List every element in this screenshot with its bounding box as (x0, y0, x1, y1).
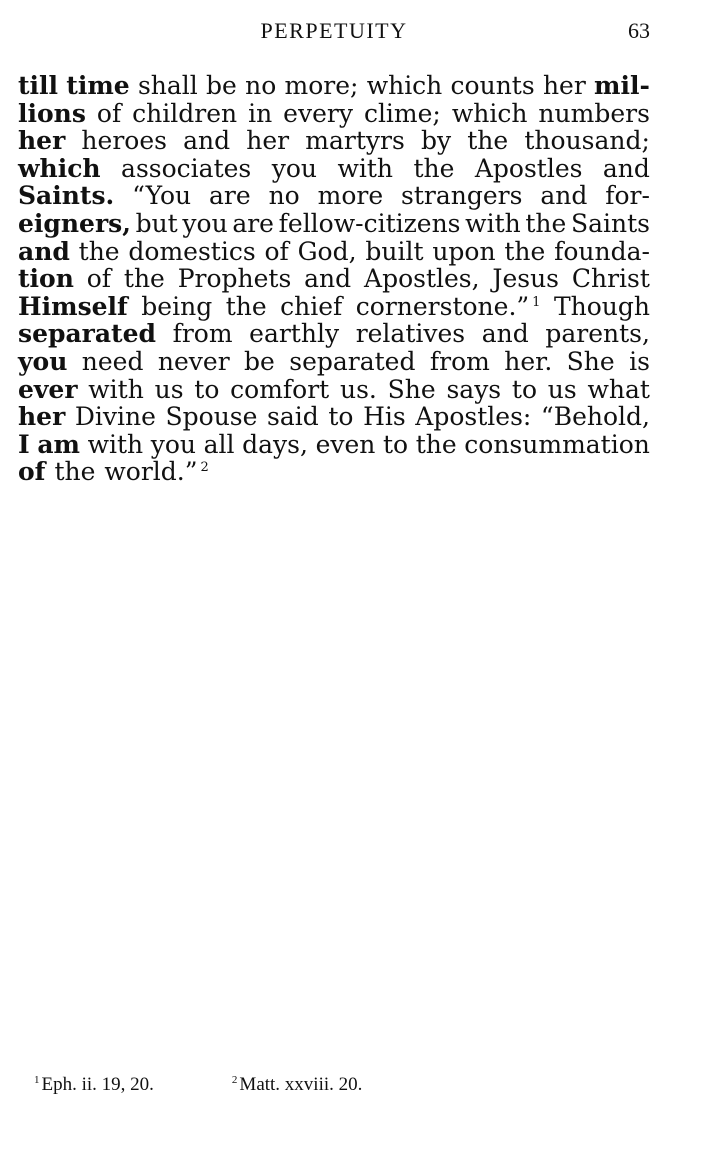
word (356, 320, 465, 348)
word-text: says (446, 374, 502, 404)
word-text: and (540, 181, 588, 211)
page-number: 63 (628, 18, 650, 43)
word (554, 293, 650, 321)
word-text: of (96, 98, 122, 128)
word (451, 72, 535, 100)
word (365, 238, 423, 266)
word-text: strangers (401, 181, 523, 211)
word (136, 210, 178, 238)
word-text: you (271, 153, 317, 183)
word (246, 127, 289, 155)
word (166, 403, 258, 431)
word-text: fellow-citizens (278, 208, 461, 238)
word (18, 127, 65, 155)
word (554, 238, 650, 266)
word-text: being (141, 291, 213, 321)
word (305, 127, 405, 155)
word-text: her (542, 71, 586, 100)
word-text: to (511, 374, 538, 404)
word (245, 72, 276, 100)
word (242, 431, 308, 459)
word-text: days, (242, 429, 308, 459)
text-line (18, 100, 650, 128)
word (206, 72, 237, 100)
word (88, 431, 144, 459)
word (571, 210, 650, 238)
word-text: the (54, 457, 96, 487)
text-line (18, 320, 650, 348)
word-text: no (268, 181, 300, 211)
word (244, 348, 275, 376)
word-text: associates (121, 153, 252, 183)
word (548, 376, 577, 404)
word-text: She (387, 374, 436, 404)
word (75, 403, 156, 431)
word-text: with (88, 374, 144, 404)
word-text: the (78, 236, 120, 266)
word-text: numbers (538, 98, 650, 128)
word-text: heroes (81, 126, 167, 156)
word (18, 320, 156, 348)
word-text: Saints. (18, 181, 115, 211)
word (18, 431, 30, 459)
footnote (232, 1074, 362, 1096)
word (504, 348, 552, 376)
word-text: her (18, 126, 66, 156)
word-text: am (37, 429, 80, 459)
word (87, 265, 111, 293)
word (401, 182, 522, 210)
text-line (18, 182, 650, 210)
word (79, 238, 120, 266)
word-text: eigners, (18, 208, 131, 238)
running-title: PERPETUITY (260, 18, 408, 43)
body-text (18, 72, 650, 486)
footnote-reference: 1 (532, 294, 541, 310)
word-text: world.” (104, 457, 198, 487)
word-text: be (244, 346, 275, 376)
word (525, 210, 566, 238)
word-text: the (467, 126, 509, 156)
word (182, 210, 227, 238)
text-line (18, 210, 650, 238)
word-text: “You (132, 181, 192, 211)
word-text: every (283, 98, 353, 128)
word-text: shall (137, 71, 198, 100)
word-text: chief (280, 291, 343, 321)
word (178, 265, 292, 293)
word-text: built (365, 236, 424, 266)
word-text: the (225, 291, 267, 321)
word-text: lions (18, 98, 86, 128)
word (524, 127, 650, 155)
word-text: Saints (570, 208, 650, 238)
word-text: said (267, 402, 319, 432)
word (124, 265, 165, 293)
word (104, 458, 208, 486)
word-text: Divine (74, 402, 156, 432)
word-text: more; (284, 71, 359, 100)
word (594, 72, 650, 100)
word-text: consummation (464, 429, 650, 459)
word (194, 376, 219, 404)
word (155, 376, 184, 404)
word (269, 182, 300, 210)
word (504, 238, 545, 266)
word-text: from (172, 319, 233, 349)
word (540, 182, 587, 210)
word-text: all (203, 429, 235, 459)
word (54, 458, 95, 486)
word (318, 182, 384, 210)
word (541, 403, 650, 431)
word (82, 348, 144, 376)
footnote-text: Matt. xxviii. 20. (239, 1074, 363, 1095)
word-text: to (194, 374, 220, 404)
word-text: are (209, 181, 251, 211)
word (37, 431, 80, 459)
word-text: from (429, 346, 490, 376)
word-text: till (18, 71, 59, 100)
word (416, 431, 457, 459)
word-text: Christ (571, 264, 650, 294)
footnote-marker: 1 (34, 1074, 40, 1086)
word-text: what (587, 374, 650, 404)
word-text: “Behold, (540, 402, 650, 432)
word-text: His (363, 402, 406, 432)
text-line (18, 403, 650, 431)
word (465, 210, 521, 238)
word-text: tion (18, 264, 74, 294)
word (364, 265, 480, 293)
footnote-marker: 2 (231, 1074, 238, 1086)
word-text: with (87, 429, 144, 459)
word (18, 72, 58, 100)
text-line (18, 458, 650, 486)
text-line (18, 238, 650, 266)
word-text: separated (289, 346, 416, 376)
word (18, 210, 131, 238)
word (248, 100, 272, 128)
word (18, 182, 114, 210)
footnotes (34, 1074, 362, 1096)
footnote-reference: 2 (200, 460, 209, 476)
word (316, 431, 376, 459)
text-line (18, 293, 650, 321)
word-text: and (602, 153, 650, 183)
word-text: to (383, 429, 409, 459)
word (132, 182, 191, 210)
word-text: with (465, 208, 521, 238)
text-line (18, 72, 650, 100)
word (363, 403, 406, 431)
word (492, 265, 559, 293)
word-text: and (481, 319, 529, 349)
word-text: which (451, 98, 528, 128)
word (383, 431, 408, 459)
word (432, 238, 495, 266)
word-text: upon (432, 236, 496, 266)
word (572, 265, 650, 293)
word (279, 210, 461, 238)
word-text: Jesus (492, 264, 559, 294)
word-text: are (232, 208, 274, 238)
word (603, 155, 650, 183)
word (543, 72, 586, 100)
word (226, 293, 267, 321)
word (482, 320, 529, 348)
word (280, 293, 342, 321)
word-text: which (18, 153, 101, 183)
word-text: relatives (355, 319, 466, 349)
word (605, 182, 650, 210)
word-text: in (248, 98, 273, 128)
word-text: be (206, 71, 237, 100)
text-line (18, 265, 650, 293)
word (97, 100, 121, 128)
word (18, 403, 65, 431)
word (158, 348, 230, 376)
word (267, 403, 319, 431)
word-text: God, (297, 236, 357, 266)
word-text: her. (504, 346, 553, 376)
word (304, 265, 351, 293)
word-text: us (547, 374, 577, 404)
word-text: her (246, 126, 290, 156)
word-text: the (123, 264, 165, 294)
word (545, 320, 650, 348)
word-text: you (182, 208, 228, 238)
word (364, 100, 441, 128)
word (18, 265, 74, 293)
word-text: her (18, 402, 66, 432)
word (567, 348, 615, 376)
word (337, 155, 393, 183)
word-text: us (154, 374, 184, 404)
word-text: no (245, 71, 277, 100)
word (413, 155, 454, 183)
text-line (18, 155, 650, 183)
word (18, 376, 78, 404)
word-text: Apostles, (364, 264, 480, 294)
word-text: Apostles: (415, 402, 532, 432)
word (272, 155, 317, 183)
word-text: time (66, 71, 130, 100)
word (264, 238, 288, 266)
word (464, 431, 650, 459)
word-text: I (18, 429, 30, 459)
word-text: earthly (249, 319, 340, 349)
word-text: founda- (554, 236, 650, 266)
word-text: is (629, 346, 650, 376)
word-text: for- (605, 181, 650, 211)
word-text: martyrs (305, 126, 405, 156)
word (421, 127, 451, 155)
word-text: of (18, 457, 46, 487)
word (18, 293, 128, 321)
word (141, 293, 212, 321)
word-text: which (366, 71, 443, 100)
word-text: to (328, 402, 354, 432)
word (18, 348, 67, 376)
word-text: but (135, 208, 178, 238)
word-text: cornerstone.” (355, 291, 530, 321)
word (512, 376, 537, 404)
word-text: Apostles (474, 153, 583, 183)
word (128, 238, 255, 266)
text-line (18, 376, 650, 404)
word (132, 100, 237, 128)
word-text: domestics (128, 236, 256, 266)
word (388, 376, 436, 404)
word (328, 403, 353, 431)
word (538, 100, 650, 128)
word-text: and (304, 264, 352, 294)
word-text: thousand; (524, 126, 650, 156)
word-text: the (415, 429, 457, 459)
word (587, 376, 649, 404)
word (340, 376, 377, 404)
word (232, 210, 274, 238)
word-text: you (150, 429, 197, 459)
word (81, 127, 167, 155)
word (356, 293, 541, 321)
word (66, 72, 129, 100)
word (173, 320, 233, 348)
word-text: you (18, 346, 68, 376)
word-text: the (504, 236, 546, 266)
word (430, 348, 490, 376)
word-text: Prophets (177, 264, 292, 294)
footnote (34, 1074, 154, 1096)
word-text: more (317, 181, 384, 211)
word-text: clime; (363, 98, 441, 128)
word (475, 155, 583, 183)
word (18, 155, 101, 183)
word-text: She (566, 346, 615, 376)
word-text: and (183, 126, 231, 156)
word-text: separated (18, 319, 156, 349)
word (204, 431, 235, 459)
word-text: comfort (230, 374, 330, 404)
word-text: ever (18, 374, 78, 404)
text-line (18, 431, 650, 459)
word-text: Spouse (165, 402, 258, 432)
word (209, 182, 251, 210)
word-text: Himself (18, 291, 128, 321)
word (151, 431, 196, 459)
word (285, 72, 359, 100)
word (121, 155, 251, 183)
word-text: the (413, 153, 455, 183)
word-text: and (18, 236, 70, 266)
text-line (18, 127, 650, 155)
word-text: by (420, 126, 452, 156)
word-text: parents, (545, 319, 650, 349)
word (183, 127, 230, 155)
word (415, 403, 531, 431)
word (18, 458, 45, 486)
word-text: Though (553, 291, 650, 321)
word-text: the (525, 208, 567, 238)
word-text: of (264, 236, 289, 266)
word (230, 376, 329, 404)
word (138, 72, 198, 100)
word (452, 100, 528, 128)
word (249, 320, 339, 348)
word (88, 376, 144, 404)
running-head (18, 18, 650, 48)
word (18, 238, 70, 266)
word (446, 376, 501, 404)
word (298, 238, 357, 266)
word-text: never (157, 346, 230, 376)
word (289, 348, 415, 376)
text-line (18, 348, 650, 376)
word (18, 100, 86, 128)
word-text: of (86, 264, 112, 294)
word (467, 127, 508, 155)
word-text: counts (450, 71, 535, 100)
word-text: mil- (594, 71, 650, 100)
word (283, 100, 353, 128)
word-text: children (132, 98, 238, 128)
word-text: us. (340, 374, 377, 404)
word (629, 348, 650, 376)
word-text: even (315, 429, 376, 459)
word-text: with (337, 153, 393, 183)
word (367, 72, 443, 100)
word-text: need (81, 346, 144, 376)
footnote-text: Eph. ii. 19, 20. (41, 1074, 154, 1095)
